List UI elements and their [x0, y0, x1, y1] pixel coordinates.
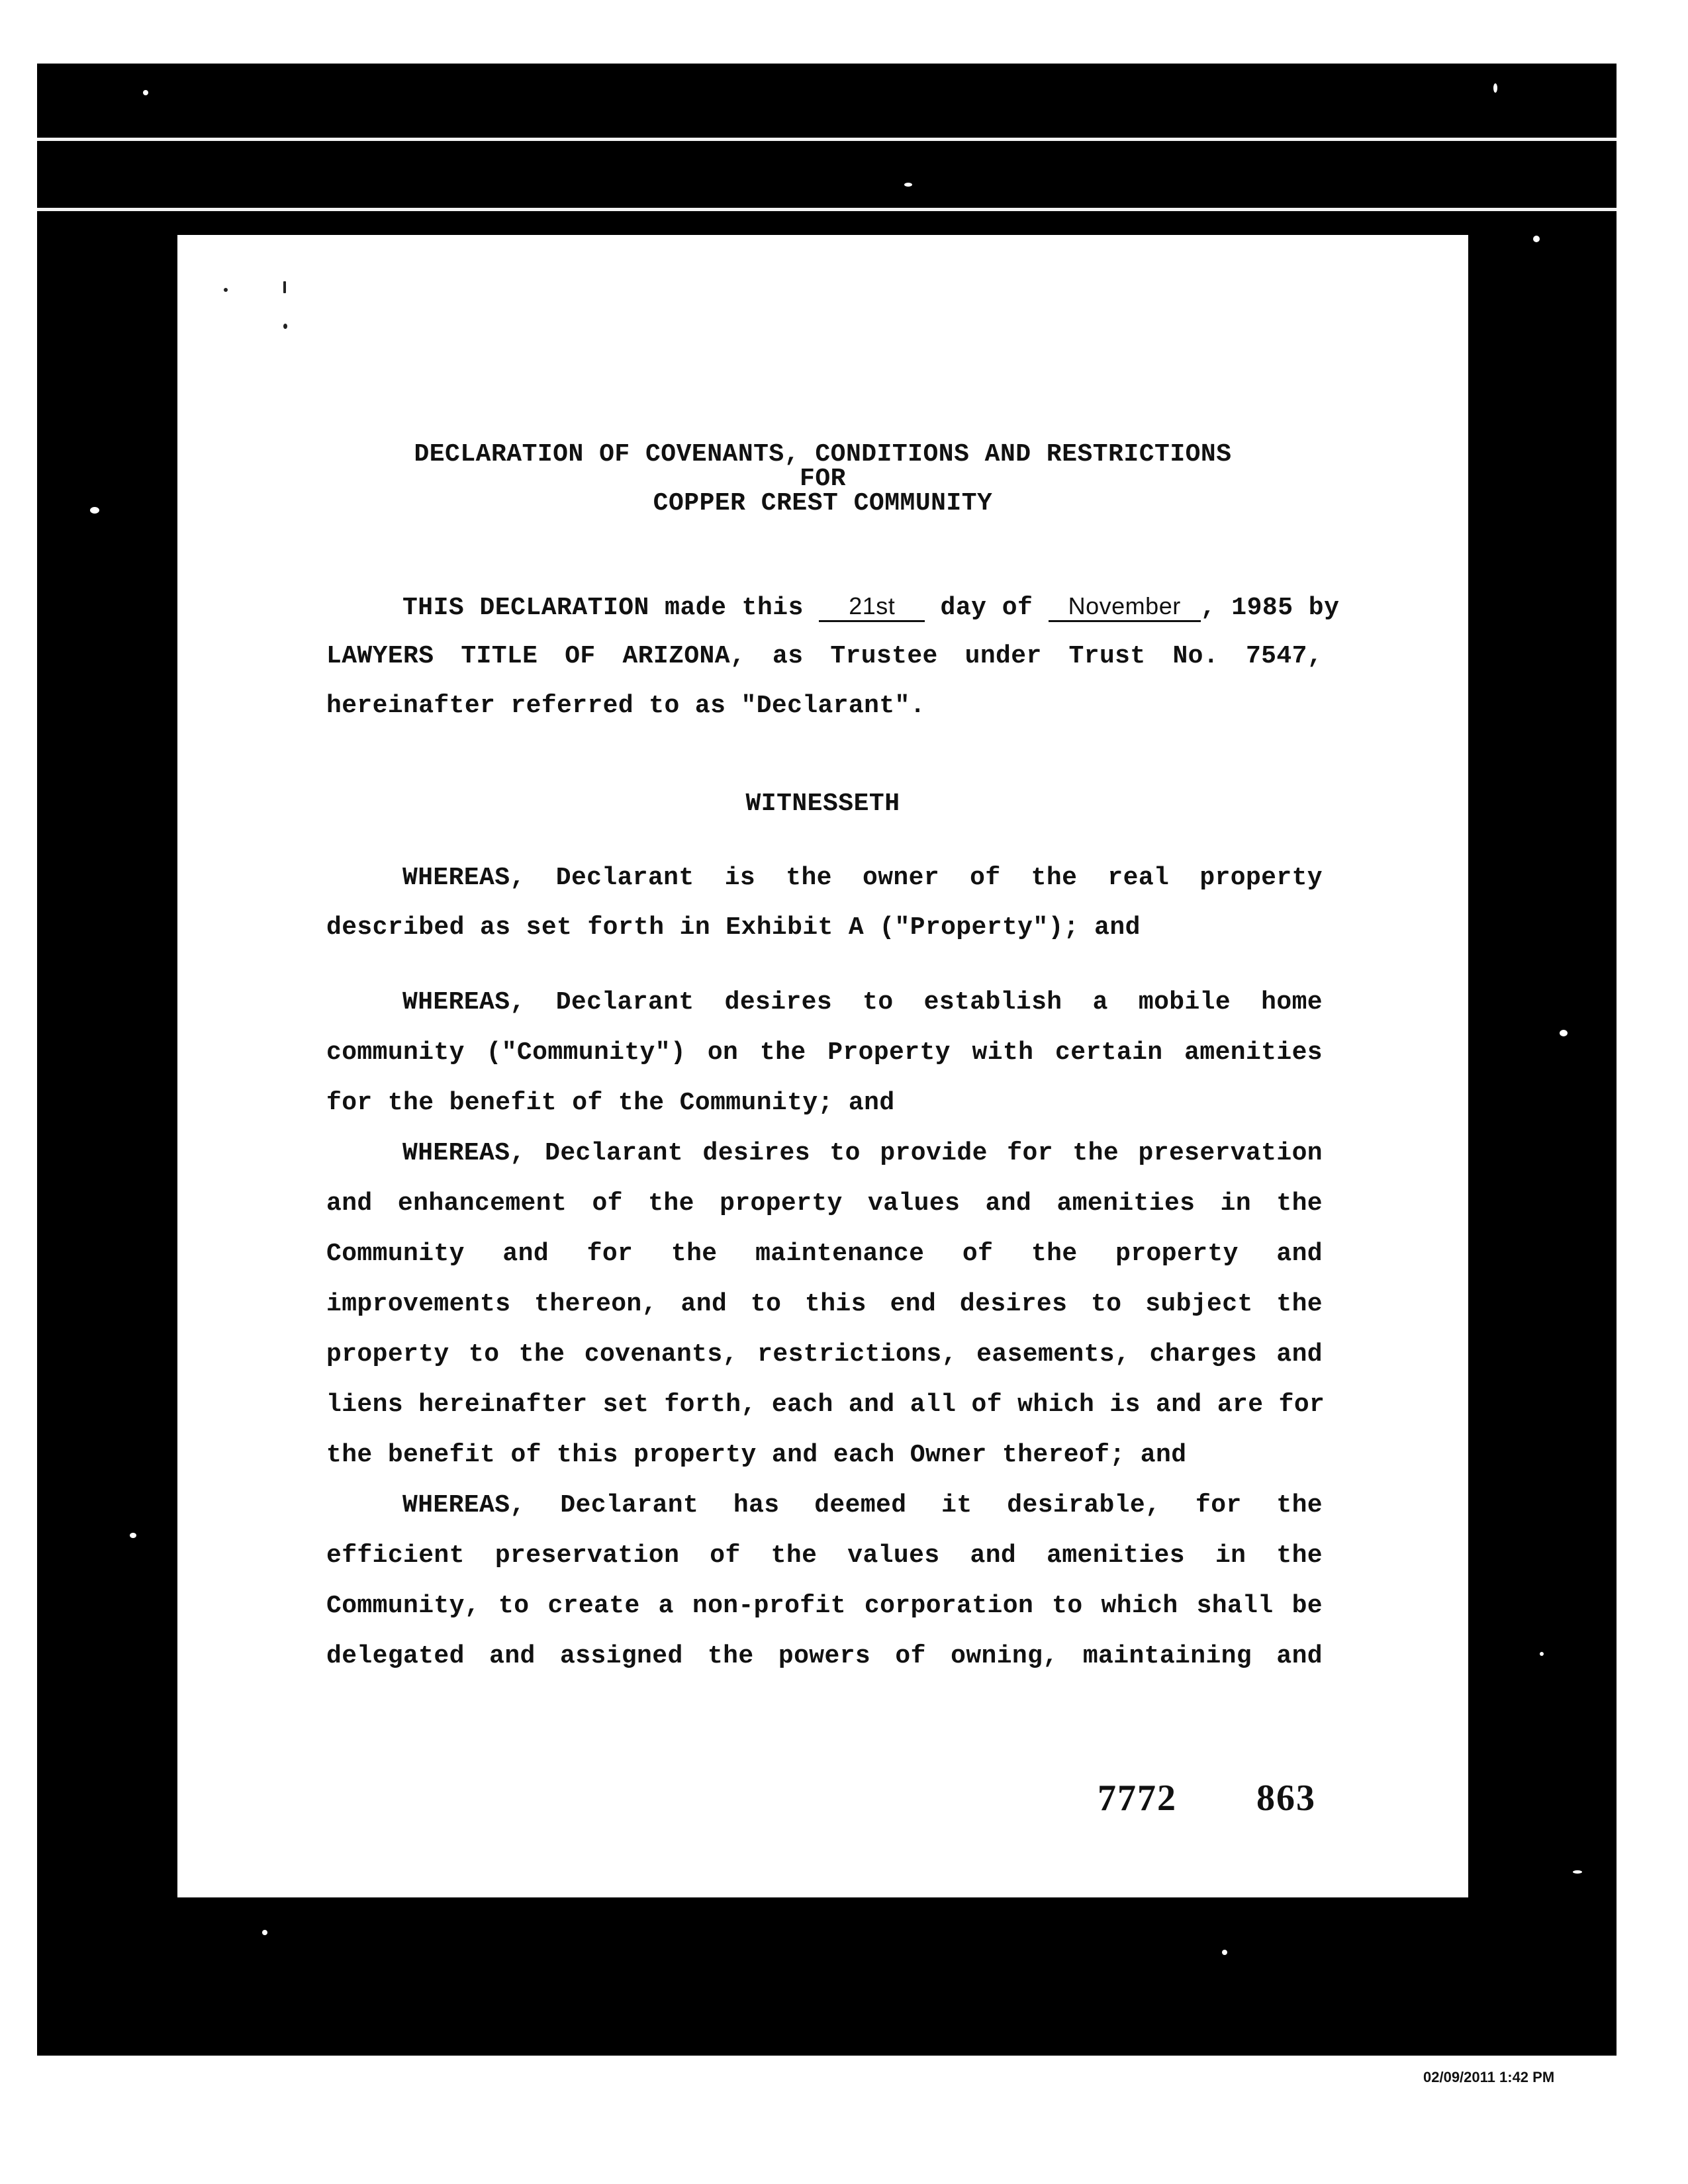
- paragraph-line: efficient preservation of the values and amenities in the: [326, 1541, 1323, 1570]
- month-blank: November: [1049, 592, 1201, 622]
- scan-speck: [283, 281, 286, 293]
- paragraph-line: described as set forth in Exhibit A ("Property"); and: [326, 913, 1141, 942]
- paragraph-line: the benefit of this property and each Owner thereof; and: [326, 1441, 1187, 1469]
- scan-speck: [1222, 1950, 1227, 1955]
- day-blank: 21st: [819, 592, 925, 622]
- paragraph-line: WHEREAS, Declarant has deemed it desirable, for the: [402, 1491, 1323, 1520]
- scan-speck: [1540, 1652, 1544, 1656]
- scan-speck: [130, 1533, 136, 1538]
- scan-speck: [1493, 83, 1497, 93]
- intro-line-2: LAWYERS TITLE OF ARIZONA, as Trustee under Trust No. 7547,: [326, 642, 1323, 670]
- intro-day-of: day of: [940, 594, 1033, 622]
- intro-line-1: [402, 592, 1339, 622]
- scan-speck: [143, 90, 148, 95]
- scan-speck: [262, 1930, 267, 1935]
- scan-speck: [90, 507, 99, 514]
- document-page: [177, 235, 1468, 1897]
- print-timestamp: 02/09/2011 1:42 PM: [1423, 2069, 1555, 2085]
- paragraph-line: Community, to create a non-profit corporation to which shall be: [326, 1592, 1323, 1620]
- scan-speck: [1560, 1030, 1568, 1036]
- paragraph-line: and enhancement of the property values and amenities in the: [326, 1189, 1323, 1218]
- paragraph-line: improvements thereon, and to this end desires to subject the: [326, 1290, 1323, 1318]
- paragraph-line: WHEREAS, Declarant desires to establish a mobile home: [402, 988, 1323, 1017]
- paragraph-line: WHEREAS, Declarant is the owner of the real property: [402, 864, 1323, 892]
- title-line-2: FOR: [800, 465, 846, 493]
- paragraph-line: delegated and assigned the powers of owning, maintaining and: [326, 1642, 1323, 1670]
- witnesseth-heading: WITNESSETH: [745, 790, 900, 818]
- intro-prefix: THIS DECLARATION made this: [402, 594, 804, 622]
- scan-speck: [1573, 1870, 1582, 1874]
- scan-line: [37, 138, 1617, 141]
- book-number: 7772: [1098, 1778, 1177, 1819]
- intro-suffix: , 1985 by: [1200, 594, 1340, 622]
- intro-line-3: hereinafter referred to as "Declarant".: [326, 692, 925, 720]
- scan-speck: [224, 288, 228, 292]
- paragraph-line: property to the covenants, restrictions, easements, charges and: [326, 1340, 1323, 1369]
- title-line-3: COPPER CREST COMMUNITY: [653, 489, 993, 518]
- scan-line: [37, 208, 1617, 211]
- paragraph-line: Community and for the maintenance of the property and: [326, 1240, 1323, 1268]
- cropped-page-label: [1397, 2046, 1582, 2057]
- paragraph-line: community ("Community") on the Property with certain amenities: [326, 1038, 1323, 1067]
- scan-speck: [1533, 236, 1540, 242]
- scan-speck: [283, 324, 287, 329]
- page-number: 863: [1256, 1778, 1316, 1819]
- paragraph-line: for the benefit of the Community; and: [326, 1089, 895, 1117]
- scan-speck: [904, 183, 912, 187]
- paragraph-line: WHEREAS, Declarant desires to provide for the preservation: [402, 1139, 1323, 1167]
- title-line-1: DECLARATION OF COVENANTS, CONDITIONS AND RESTRICTIONS: [414, 440, 1232, 469]
- paragraph-line: liens hereinafter set forth, each and all of which is and are for: [326, 1390, 1325, 1419]
